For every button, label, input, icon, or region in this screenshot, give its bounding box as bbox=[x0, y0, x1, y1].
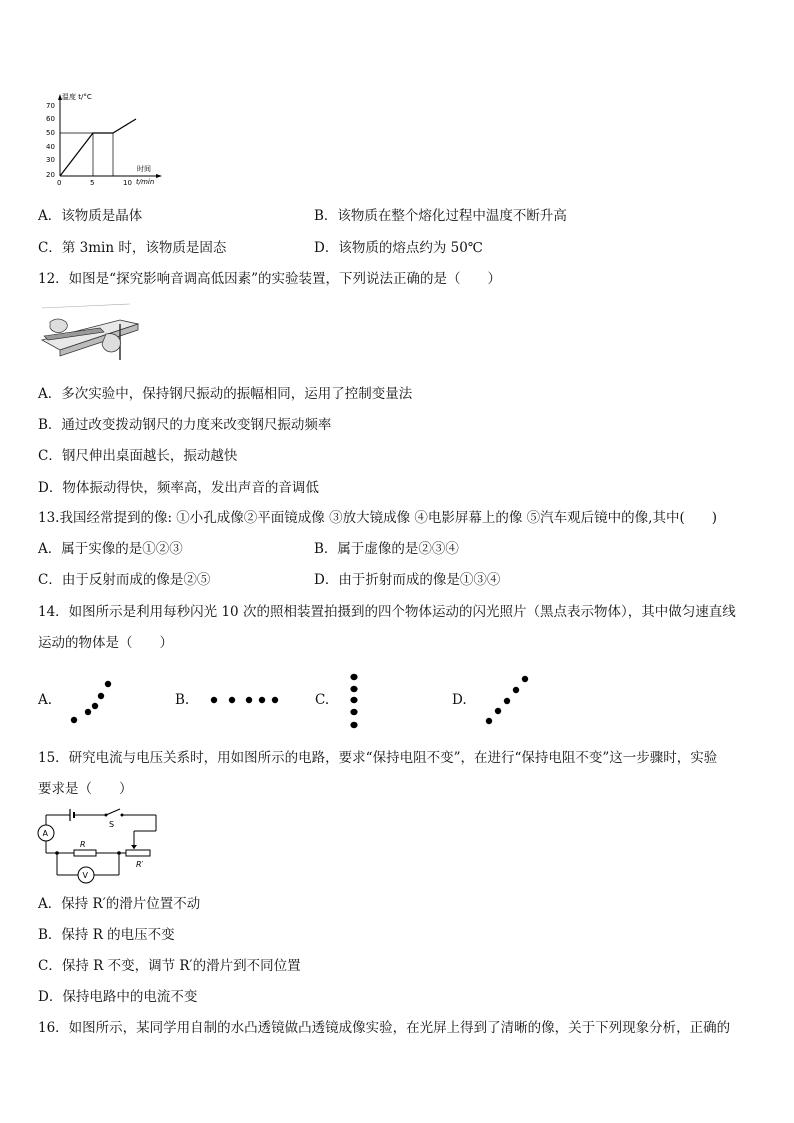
graph-ytick: 20 bbox=[46, 171, 55, 179]
melting-graph bbox=[40, 90, 170, 190]
q15-option-b: B．保持 R 的电压不变 bbox=[38, 927, 175, 943]
q13-stem: 13.我国经常提到的像: ①小孔成像②平面镜成像 ③放大镜成像 ④电影屏幕上的像 ⑤汽车观后镜中的像,其中( ) bbox=[38, 510, 718, 526]
q12-option-d: D．物体振动得快，频率高，发出声音的音调低 bbox=[38, 480, 319, 496]
q11-option-c: C．第 3min 时，该物质是固态 bbox=[38, 240, 227, 256]
graph-ytick: 60 bbox=[46, 115, 55, 123]
graph-ytick: 70 bbox=[46, 102, 55, 110]
q14-dots-d bbox=[482, 673, 532, 727]
q14-dots-b bbox=[208, 692, 284, 708]
q15-stem-line1: 15．研究电流与电压关系时，用如图所示的电路，要求“保持电阻不变”，在进行“保持电阻不变”这一步骤时，实验 bbox=[38, 750, 718, 766]
q14-dots-a bbox=[66, 678, 116, 726]
q13-option-b: B．属于虚像的是②③④ bbox=[314, 541, 459, 557]
q11-option-b: B．该物质在整个熔化过程中温度不断升高 bbox=[314, 208, 567, 224]
q12-option-c: C．钢尺伸出桌面越长，振动越快 bbox=[38, 448, 238, 464]
melting-curve bbox=[60, 119, 136, 176]
q12-stem: 12．如图是“探究影响音调高低因素”的实验装置，下列说法正确的是（ ） bbox=[38, 271, 501, 287]
graph-ytick: 40 bbox=[46, 143, 55, 151]
graph-xlabel-top: 时间 bbox=[137, 165, 151, 173]
q14-dots-c bbox=[346, 670, 362, 732]
graph-xlabel-bottom: t/min bbox=[136, 178, 155, 186]
q15-option-d: D．保持电路中的电流不变 bbox=[38, 989, 198, 1005]
q14-label-b: B. bbox=[175, 692, 190, 708]
graph-xtick: 0 bbox=[57, 179, 62, 187]
graph-ytick: 30 bbox=[46, 156, 55, 164]
q14-label-a: A. bbox=[38, 692, 53, 708]
q15-stem-line2: 要求是（ ） bbox=[38, 781, 133, 797]
q13-option-c: C．由于反射而成的像是②⑤ bbox=[38, 572, 211, 588]
graph-ytick: 50 bbox=[46, 129, 55, 137]
q14-label-d: D. bbox=[452, 692, 467, 708]
graph-ylabel: 温度 t/°C bbox=[62, 93, 92, 101]
resistor-label: R bbox=[80, 840, 86, 849]
q14-label-c: C. bbox=[315, 692, 330, 708]
q15-option-c: C．保持 R 不变，调节 R′的滑片到不同位置 bbox=[38, 958, 301, 974]
circuit-switch-label: S bbox=[109, 820, 115, 829]
q14-stem-line2: 运动的物体是（ ） bbox=[38, 635, 173, 651]
q11-option-a: A．该物质是晶体 bbox=[38, 208, 143, 224]
q16-stem: 16．如图所示，某同学用自制的水凸透镜做凸透镜成像实验，在光屏上得到了清晰的像，关于下列现象分析，正确的 bbox=[38, 1020, 731, 1036]
q11-option-d: D．该物质的熔点约为 50℃ bbox=[314, 240, 483, 256]
voltmeter-label: V bbox=[82, 871, 88, 880]
graph-xtick: 5 bbox=[90, 179, 95, 187]
circuit-diagram bbox=[36, 805, 166, 889]
graph-xtick: 10 bbox=[123, 179, 132, 187]
q13-option-a: A．属于实像的是①②③ bbox=[38, 541, 183, 557]
q14-stem-line1: 14．如图所示是利用每秒闪光 10 次的照相装置拍摄到的四个物体运动的闪光照片（黑点表示物体），其中做匀速直线 bbox=[38, 604, 736, 620]
ammeter-label: A bbox=[42, 829, 48, 838]
ruler-experiment-image bbox=[40, 300, 140, 370]
q12-option-b: B．通过改变拨动钢尺的力度来改变钢尺振动频率 bbox=[38, 417, 332, 433]
q13-option-d: D．由于折射而成的像是①③④ bbox=[314, 572, 501, 588]
rheostat-label: R′ bbox=[136, 860, 144, 869]
q15-option-a: A．保持 R′的滑片位置不动 bbox=[38, 896, 201, 912]
q12-option-a: A．多次实验中，保持钢尺振动的振幅相同，运用了控制变量法 bbox=[38, 386, 413, 402]
